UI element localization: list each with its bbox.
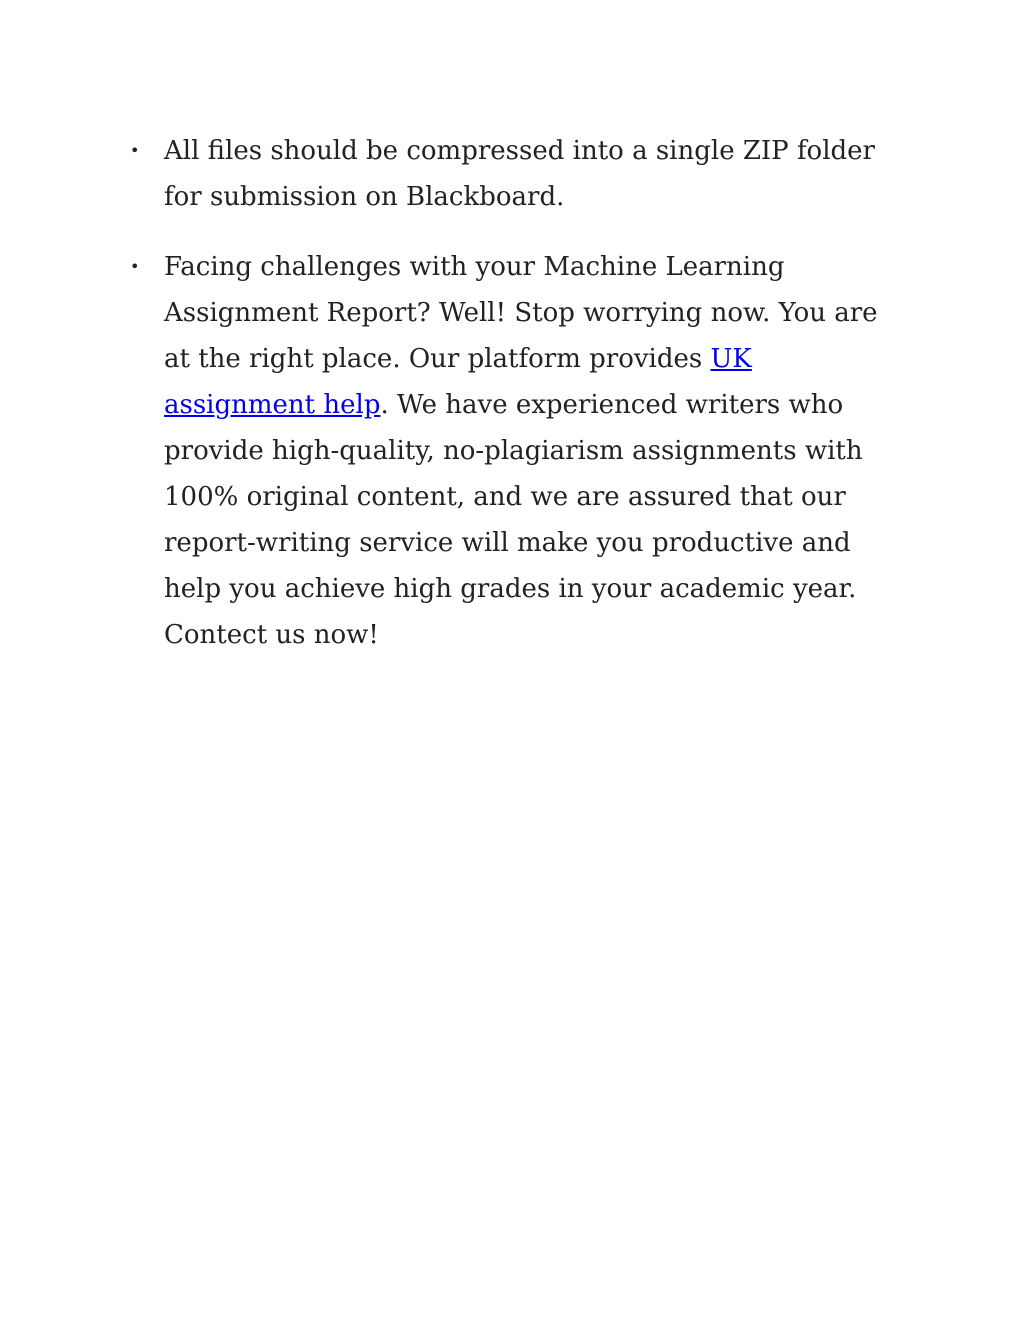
uk-assignment-help-link[interactable]: UK assignment help bbox=[164, 344, 752, 420]
bullet-list bbox=[130, 128, 910, 682]
text-after-link: . We have experienced writers who provide high-quality, no-plagiarism assignments with 100% original content, and we are assured that our report-writing service will make you productive and help you achieve high grades in your academic year. Contect us now! bbox=[164, 390, 863, 650]
bullet-icon: • bbox=[130, 141, 140, 160]
text-before-link: Facing challenges with your Machine Learning Assignment Report? Well! Stop worrying now. You are at the right place. Our platform provides bbox=[164, 252, 878, 374]
list-item bbox=[130, 128, 910, 220]
list-item-text: All files should be compressed into a single ZIP folder for submission on Blackboard. bbox=[164, 136, 875, 212]
bullet-icon: • bbox=[130, 257, 140, 276]
list-item-text bbox=[164, 244, 910, 658]
list-item bbox=[130, 244, 910, 658]
